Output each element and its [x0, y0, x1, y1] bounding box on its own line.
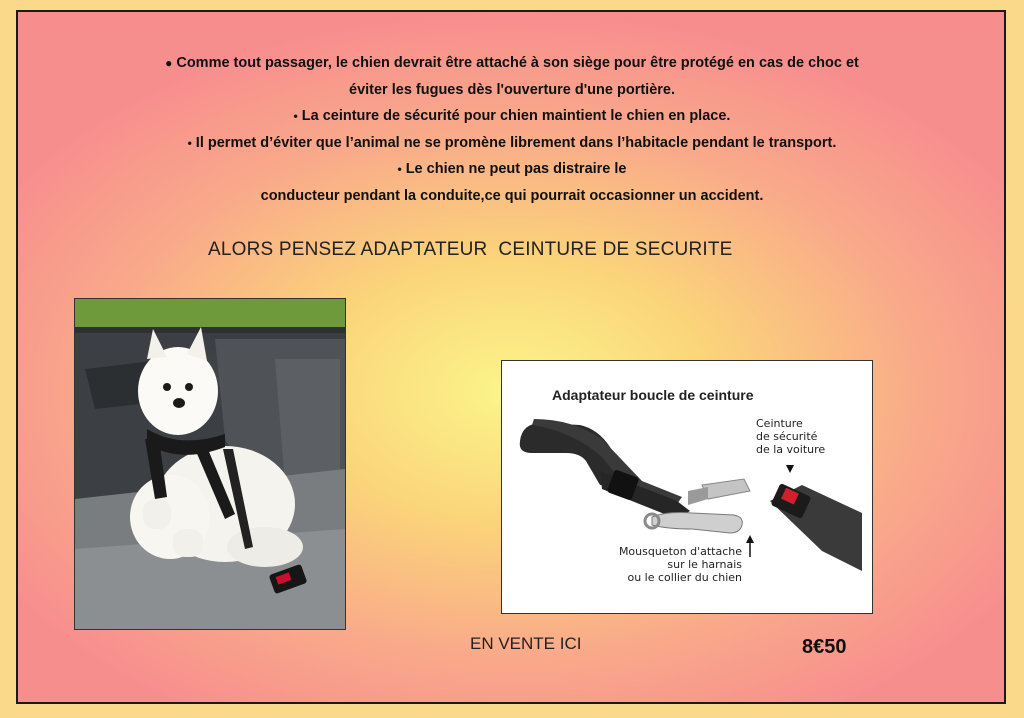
sale-link[interactable]: EN VENTE ICI — [470, 634, 582, 653]
label-line: ou le collier du chien — [627, 571, 742, 584]
label-line: sur le harnais — [667, 558, 742, 571]
bullet-icon: ● — [165, 56, 173, 70]
bullet-line-3 — [0, 103, 1024, 130]
bullet-text: Il permet d’éviter que l’animal ne se promène librement dans l’habitacle pendant le transport. — [195, 134, 837, 151]
product-title: Adaptateur boucle de ceinture — [552, 387, 754, 403]
label-line: de sécurité — [756, 430, 818, 443]
bullet-line-4 — [0, 130, 1024, 157]
price-label: 8€50 — [802, 636, 847, 658]
bullet-text: éviter les fugues dès l'ouverture d'une portière. — [349, 81, 675, 98]
dog-photo — [74, 298, 346, 630]
label-line: de la voiture — [756, 443, 826, 456]
bullet-text: conducteur pendant la conduite,ce qui pourrait occasionner un accident. — [260, 187, 764, 204]
label-snap-hook — [582, 545, 742, 584]
bullet-line-2 — [0, 77, 1024, 104]
bullet-list — [0, 50, 1024, 209]
label-line: Mousqueton d'attache — [618, 545, 742, 558]
label-car-belt — [756, 417, 825, 456]
bullet-line-5 — [0, 156, 1024, 183]
headline: ALORS PENSEZ ADAPTATEUR CEINTURE DE SECURITE — [208, 239, 733, 260]
bullet-icon: • — [187, 135, 192, 150]
product-diagram — [501, 360, 873, 614]
bullet-line-6 — [0, 183, 1024, 210]
bullet-text: La ceinture de sécurité pour chien maintient le chien en place. — [301, 108, 731, 124]
bullet-icon: • — [293, 109, 298, 123]
label-line: Ceinture — [756, 417, 803, 430]
bullet-text: Comme tout passager, le chien devrait être attaché à son siège pour être protégé en cas de choc et — [176, 55, 859, 71]
bullet-icon: • — [397, 162, 402, 176]
dog-illustration — [75, 299, 345, 629]
bullet-text: Le chien ne peut pas distraire le — [405, 161, 627, 177]
bullet-line-1 — [0, 50, 1024, 77]
